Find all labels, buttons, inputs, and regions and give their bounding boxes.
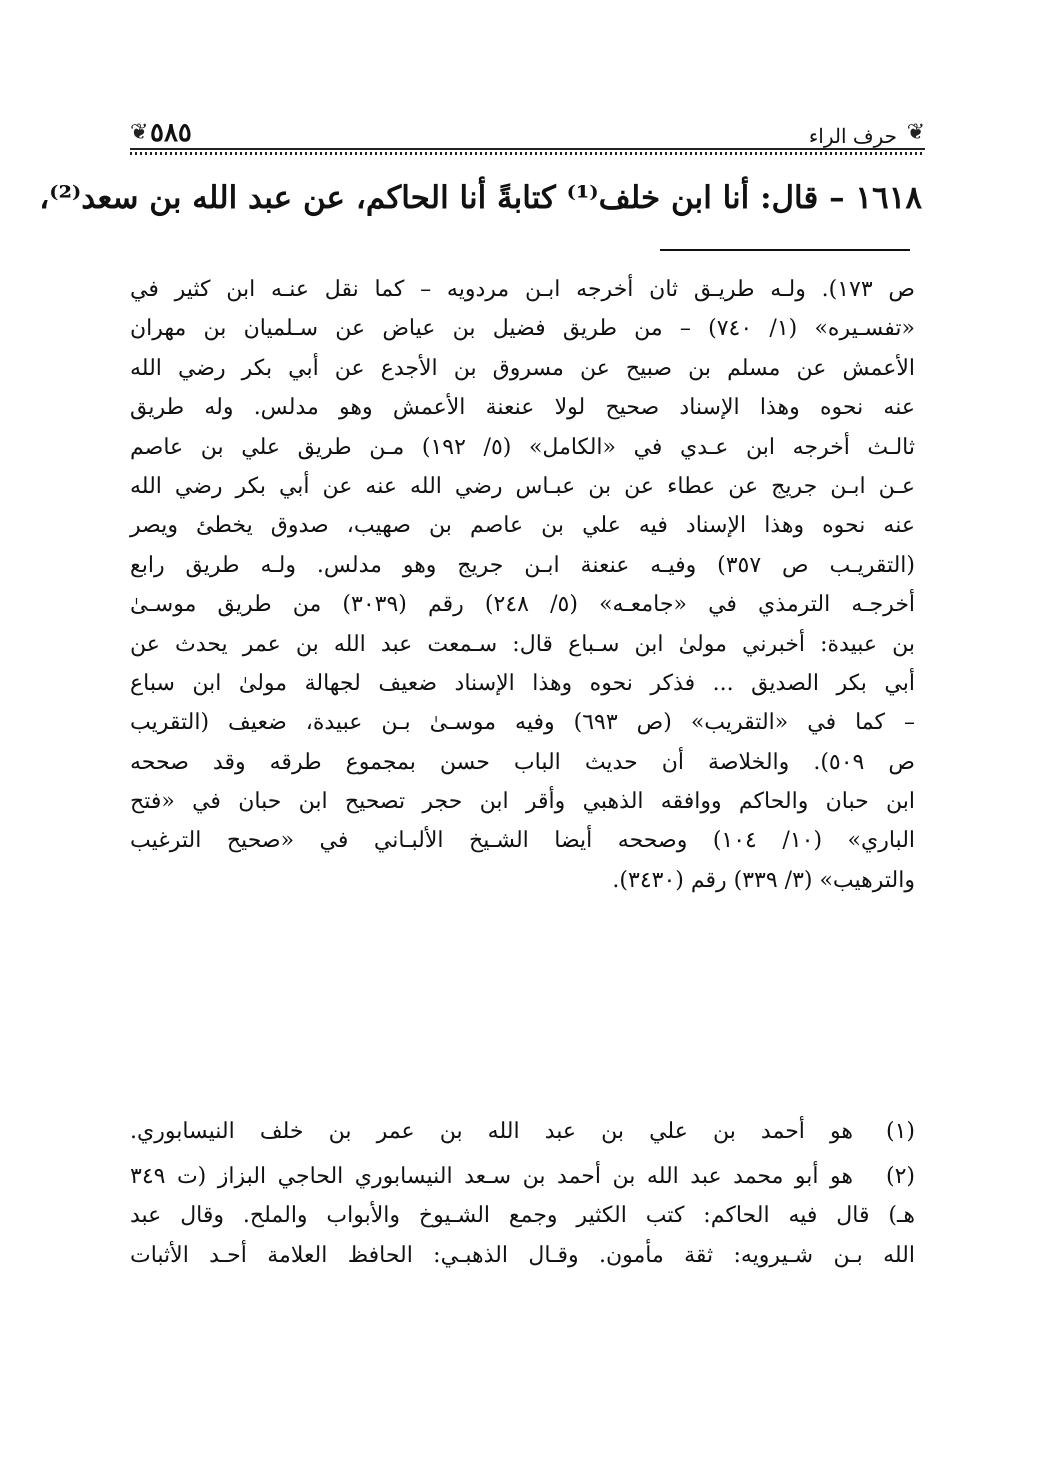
page-header: [130, 110, 925, 158]
footnote-2: [130, 1157, 915, 1275]
header-rule: [130, 148, 925, 156]
footnote-line: ص ٥٠٩). والخلاصة أن حديث الباب حسن بمجموع طرقه وقد صححه: [130, 749, 915, 775]
ornament-right-icon: ❦: [906, 120, 925, 145]
footnote-line: هو أحمد بن علي بن عبد الله بن عمر بن خلف النيسابوري.: [130, 1119, 853, 1144]
footnote-continuation: [130, 270, 915, 900]
footnote-line: هـ) قال فيه الحاكم: كتب الكثير وجمع الشـيوخ والأبواب والملح. وقال عبد: [130, 1203, 915, 1229]
footnote-line: عنه نحوه وهذا الإسناد صحيح لولا عنعنة الأعمش وهو مدلس. وله طريق: [130, 395, 915, 421]
footnote-line: عـن ابـن جريج عن عطاء عن بن عبـاس رضي الله عنه عن أبي بكر رضي الله: [130, 473, 915, 499]
footnote-line: أخرجـه الترمذي في «جامعـه» (٥/ ٢٤٨) رقم (٣٠٣٩) من طريق موسـىٰ: [130, 592, 916, 618]
footnote-line: ثالـث أخرجه ابن عـدي في «الكامل» (٥/ ١٩٢) مـن طريق علي بن عاصم: [130, 434, 915, 460]
footnote-number: (٢): [885, 1164, 915, 1189]
footnote-line: عنه نحوه وهذا الإسناد فيه علي بن عاصم بن صهيب، صدوق يخطئ ويصر: [130, 513, 915, 539]
ornament-left-icon: ❦: [130, 120, 149, 145]
footnote-number: (١): [885, 1119, 915, 1144]
footnote-line: بن عبيدة: أخبرني مولىٰ ابن سـباع قال: سـمعت عبد الله بن عمر يحدث عن: [130, 631, 915, 657]
footnote-line: الأعمش عن مسلم بن صبيح عن مسروق بن الأجدع عن أبي بكر رضي الله: [130, 355, 915, 381]
hadith-text: ١٦١٨ – قال: أنا ابن خلف⁽¹⁾ كتابةً أنا الحاكم، عن عبد الله بن سعد⁽²⁾،: [39, 180, 922, 216]
footnote-line: والترهيب» (٣/ ٣٣٩) رقم (٣٤٣٠).: [612, 867, 915, 893]
footnote-line: هو أبو محمد عبد الله بن أحمد بن سـعد النيسابوري الحاجي البزاز (ت ٣٤٩: [130, 1164, 853, 1189]
footnote-line: ص ١٧٣). ولـه طريـق ثان أخرجه ابـن مردويه – كما نقل عنـه ابن كثير في: [130, 277, 916, 302]
section-title: حرف الراء: [808, 124, 897, 148]
footnote-line: أبي بكر الصديق ... فذكر نحوه وهذا الإسناد ضعيف لجهالة مولىٰ ابن سباع: [130, 670, 915, 696]
footnote-line: الله بـن شـيرويه: ثقة مأمون. وقـال الذهبـي: الحافظ العلامة أحـد الأثبات: [130, 1242, 915, 1268]
footnote-line: – كما في «التقريب» (ص ٦٩٣) وفيه موسـىٰ بـن عبيدة، ضعيف (التقريب: [130, 710, 915, 736]
footnote-line: الباري» (١٠/ ١٠٤) وصححه أيضا الشـيخ الألبـاني في «صحيح الترغيب: [130, 828, 916, 854]
footnote-line: (التقريـب ص ٣٥٧) وفيـه عنعنة ابـن جريج وهو مدلس. ولـه طريق رابع: [130, 552, 915, 578]
footnote-separator: [660, 249, 910, 251]
footnote-line: ابن حبان والحاكم ووافقه الذهبي وأقر ابن حجر تصحيح ابن حبان في «فتح: [130, 789, 915, 815]
footnote-1: [130, 1112, 915, 1151]
page-number: ٥٨٥: [150, 118, 192, 148]
footnote-line: «تفسـيره» (١/ ٧٤٠) – من طريق فضيل بن عياض عن سـلميان بن مهران: [130, 316, 916, 342]
